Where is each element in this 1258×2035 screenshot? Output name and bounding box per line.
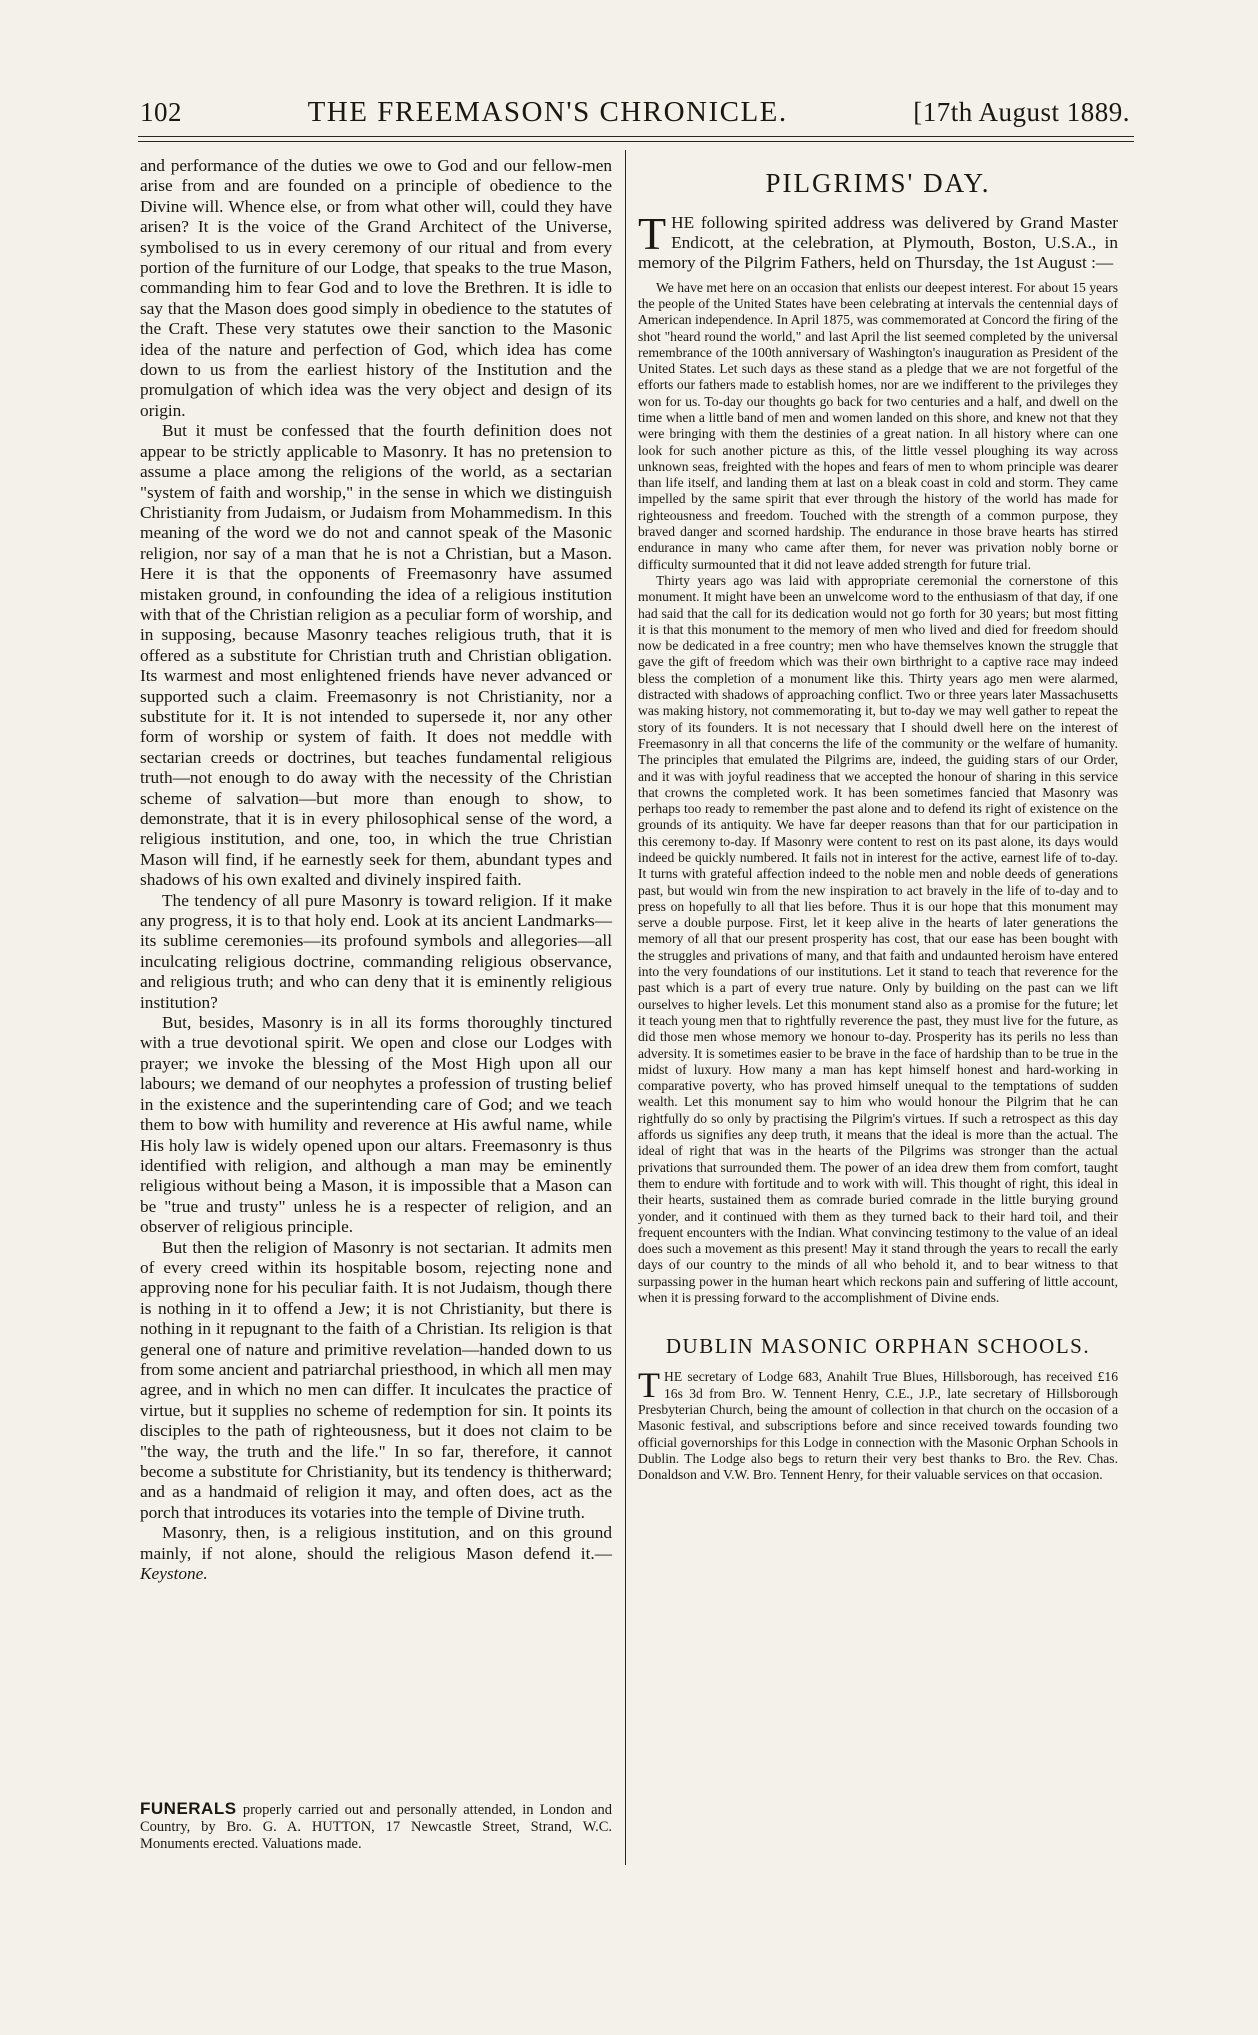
- funerals-text: properly carried out and personally attended, in London and Country, by Bro. G. A. HUTTON, 17 Newcastle Street, Strand, W.C. Monuments erected. Valuations made.: [140, 1802, 613, 1852]
- issue-date: [17th August 1889.: [913, 97, 1130, 127]
- pilgrims-intro: [638, 208, 1118, 274]
- section-gap: [638, 1306, 1118, 1334]
- dublin-dropcap: T: [638, 1365, 660, 1406]
- left-column-article: [140, 156, 612, 1584]
- page-header: [140, 96, 1130, 132]
- article-paragraph: But it must be confessed that the fourth definition does not appear to be strictly applicable to Masonry. It has no pretension to assume a place among the religions of the world, as a sectarian "system of faith and worship," in the sense in which we distinguish Christianity from Judaism, or Judaism from Mohammedism. In this meaning of the word we do not and cannot speak of the Masonic religion, nor say of a man that he is not a Christian, but a Mason. Here it is that the opponents of Freemasonry have assumed mistaken ground, in confounding the idea of a religious institution with that of the Christian religion as a peculiar form of worship, and in supposing, because Masonry teaches religious truth, that it is offered as a substitute for Christian truth and Christian obligation. Its warmest and most enlightened friends have never advanced or supported such a claim. Freemasonry is not Christianity, nor a substitute for it. It is not intended to supersede it, nor any other form of worship or system of faith. It does not meddle with sectarian creeds or doctrines, but teaches fundamental religious truth—not enough to do away with the necessity of the Christian scheme of salvation—but more than enough to show, to demonstrate, that it is in every philosophical sense of the word, a religious institution, and one, too, in which the true Christian Mason will find, if he earnestly seek for them, abundant types and shadows of his own exalted and divinely inspired faith.: [140, 421, 612, 890]
- article-paragraph-last: [140, 1523, 612, 1584]
- right-column: [638, 156, 1118, 1483]
- dublin-text: HE secretary of Lodge 683, Anahilt True Blues, Hillsborough, has received £16 16s 3d from Bro. W. Tennent Henry, C.E., J.P., late secretary of Hillsborough Presbyterian Church, being the amount of collection in that church on the occasion of a Masonic festival, and subscriptions before and since received towards founding two official governorships for this Lodge in connection with the Masonic Orphan Schools in Dublin. The Lodge also begs to return their very best thanks to Bro. the Rev. Chas. Donaldson and V.W. Bro. Tennent Henry, for their valuable services on that occasion.: [638, 1369, 1118, 1483]
- dublin-title: DUBLIN MASONIC ORPHAN SCHOOLS.: [665, 1334, 1091, 1359]
- column-divider: [625, 150, 626, 1865]
- article-closing-text: Masonry, then, is a religious institution, and on this ground mainly, if not alone, should the religious Mason defend it.—: [140, 1523, 612, 1563]
- funerals-lead: FUNERALS: [140, 1799, 237, 1818]
- article-source: Keystone.: [140, 1564, 208, 1584]
- article-paragraph: But then the religion of Masonry is not sectarian. It admits men of every creed within its hospitable bosom, rejecting none and approving none for his peculiar faith. It is not Judaism, though there is nothing in it to offend a Jew; it is not Christianity, but there is nothing in it repugnant to the faith of a Christian. Its religion is that general one of nature and primitive revelation—handed down to us from some ancient and patriarchal priesthood, in which all men may agree, and in which no men can differ. It inculcates the practice of virtue, but it supplies no scheme of redemption for sin. It points its disciples to the path of righteousness, but it does not claim to be "the way, the truth and the life." In so far, therefore, it cannot become a substitute for Christianity, but its tendency is thitherward; and as a handmaid of religion it may, and often does, act as the porch that introduces its votaries into the temple of Divine truth.: [140, 1237, 612, 1522]
- funerals-advertisement: [140, 1800, 612, 1853]
- article-paragraph: But, besides, Masonry is in all its forms thoroughly tinctured with a true devotional spirit. We open and close our Lodges with prayer; we invoke the blessing of the Most High upon all our labours; we demand of our neophytes a profession of trusting belief in the existence and the superintending care of God; and we teach them to bow with humility and reverence at His awful name, while His holy law is widely opened upon our altars. Freemasonry is thus identified with religion, and although a man may be eminently religious without being a Mason, it is impossible that a Mason can be "true and trusty" unless he is a respecter of religion, and an observer of religious principle.: [140, 1013, 612, 1237]
- header-rule-thin: [138, 141, 1134, 142]
- header-rule: [138, 136, 1134, 137]
- address-paragraph: Thirty years ago was laid with appropriate ceremonial the cornerstone of this monument. It might have been an unwelcome word to the enthusiasm of that day, if one had said that the call for its dedication would not go forth for 30 years; but most fitting it is that this monument to the memory of men who lived and died for freedom should now be dedicated in a free country; men who have themselves known the struggle that gave the gift of freedom which was their own birthright to a captive race may indeed bless the completion of a monument like this. Thirty years ago men were alarmed, distracted with shadows of approaching conflict. Two or three years later Massachusetts was making history, not commemorating it, but to-day we may well gather to repeat the story of its founders. It is not necessary that I should dwell here on the interest of Freemasonry in all that concerns the life of the community or the welfare of humanity. The principles that emulated the Pilgrims are, indeed, the guiding stars of our Order, and it was with joyful readiness that we accepted the honour of sharing in this service that crowns the completed work. It has been sometimes fancied that Masonry was perhaps too ready to remember the past alone and to defend its right of existence on the grounds of its antiquity. We have far deeper reasons than that for our participation in this ceremony to-day. If Masonry were content to rest on its past alone, its days would indeed be quickly numbered. It fails not in interest for the active, earnest life of to-day. It turns with grateful affection indeed to the noble men and noble deeds of generations past, but would win from the new inspiration to act bravely in the life of to-day and to press on hopefully to all that lies before. Thus it is our hope that this monument may serve a double purpose. First, let it keep alive in the hearts of later generations the memory of all that our present prosperity has cost, that our ease has been bought with the struggles and privations of many, and that faith and undaunted heroism have entered into the very foundations of our institutions. Let it stand to teach that reverence for the past which is a part of every true nature. Only by building on the past can we lift ourselves to higher levels. Let this monument stand also as a promise for the future; let it teach young men that to rightfully reverence the past, they must live for the future, as did those men whose memory we honour to-day. Prosperity has its perils no less than adversity. It is sometimes easier to be brave in the face of hardship than to be true in the midst of luxury. How many a man has kept himself honest and hard-working in comparative poverty, who has proved himself unequal to the temptations of sudden wealth. Let this monument say to him who would honour the Pilgrim that he can rightfully do so only by practising the Pilgrim's virtues. If such a retrospect as this day affords us signifies any deep truth, it means that the ideal is more than the actual. The ideal of right that was in the hearts of the Pilgrims was stronger than the actual privations that surrounded them. The power of an idea drew them from comfort, taught them to endure with fortitude and to work with will. This thought of right, this ideal in their hearts, sustained them as comrade buried comrade in the little burying ground yonder, and it continued with them as they turned back to their hard toil, and their frequent encounters with the Indian. What convincing testimony to the value of an ideal does such a movement as this present! May it stand through the years to recall the early days of our country to the minds of all who behold it, and to bear witness to that surpassing power in the human heart which reckons pain and suffering of little account, when it is pressing forward to the accomplishment of Divine ends.: [638, 572, 1118, 1306]
- pilgrims-dropcap: T: [638, 208, 667, 259]
- page-number: 102: [140, 97, 182, 127]
- pilgrims-address: [638, 280, 1118, 1307]
- article-paragraph: and performance of the duties we owe to God and our fellow-men arise from and are founded on a principle of obedience to the Divine will. Whence else, or from what other will, could they have arisen? It is the voice of the Grand Architect of the Universe, symbolised to us in every ceremony of our ritual and from every portion of the furniture of our Lodge, that speaks to the true Mason, commanding him to fear God and to love the Brethren. It is idle to say that the Mason does good simply in obedience to the statutes of the Craft. These very statutes owe their sanction to the Masonic idea of the nature and perfection of God, which idea has come down to us from the earliest history of the Institution and the promulgation of which idea was the very object and design of its origin.: [140, 156, 612, 420]
- dublin-text-block: [638, 1365, 1118, 1483]
- masthead-title: THE FREEMASON'S CHRONICLE.: [307, 96, 788, 128]
- dublin-orphan-schools-notice: [638, 1334, 1118, 1483]
- article-paragraph: The tendency of all pure Masonry is toward religion. If it make any progress, it is to that holy end. Look at its ancient Landmarks—its sublime ceremonies—its profound symbols and allegories—all inculcating religious doctrine, commanding religious observance, and religious truth; and who can deny that it is eminently religious institution?: [140, 890, 612, 1012]
- pilgrims-intro-text: HE following spirited address was delivered by Grand Master Endicott, at the celebration, at Plymouth, Boston, U.S.A., in memory of the Pilgrim Fathers, held on Thursday, the 1st August :—: [638, 213, 1118, 273]
- address-paragraph: We have met here on an occasion that enlists our deepest interest. For about 15 years the people of the United States have been celebrating at intervals the centennial days of American independence. In April 1875, was commemorated at Concord the firing of the shot "heard round the world," and last April the list seemed completed by the universal remembrance of the 100th anniversary of Washington's inauguration as President of the United States. Let such days as these stand as a pledge that we are not forgetful of the efforts our fathers made to establish homes, nor are we indifferent to the privileges they won for us. To-day our thoughts go back for two centuries and a half, and dwell on the time when a little band of men and women landed on this shore, and knew not that they were bringing with them the destinies of a great nation. In all history where can one look for such another picture as this, of the little vessel ploughing its way across unknown seas, freighted with the hopes and fears of men to whom principle was dearer than life itself, and landing them at last on a bleak coast in cold and storm. They came impelled by the same spirit that ever through the history of the world has made for righteousness and freedom. Touched with the strength of a common purpose, they braved danger and scorned hardship. The endurance in those brave hearts has stirred endurance in many who came after them, for never was privation nobly borne or difficulty surmounted that it did not leave added strength for future trial.: [638, 279, 1118, 572]
- pilgrims-day-title: PILGRIMS' DAY.: [765, 168, 991, 198]
